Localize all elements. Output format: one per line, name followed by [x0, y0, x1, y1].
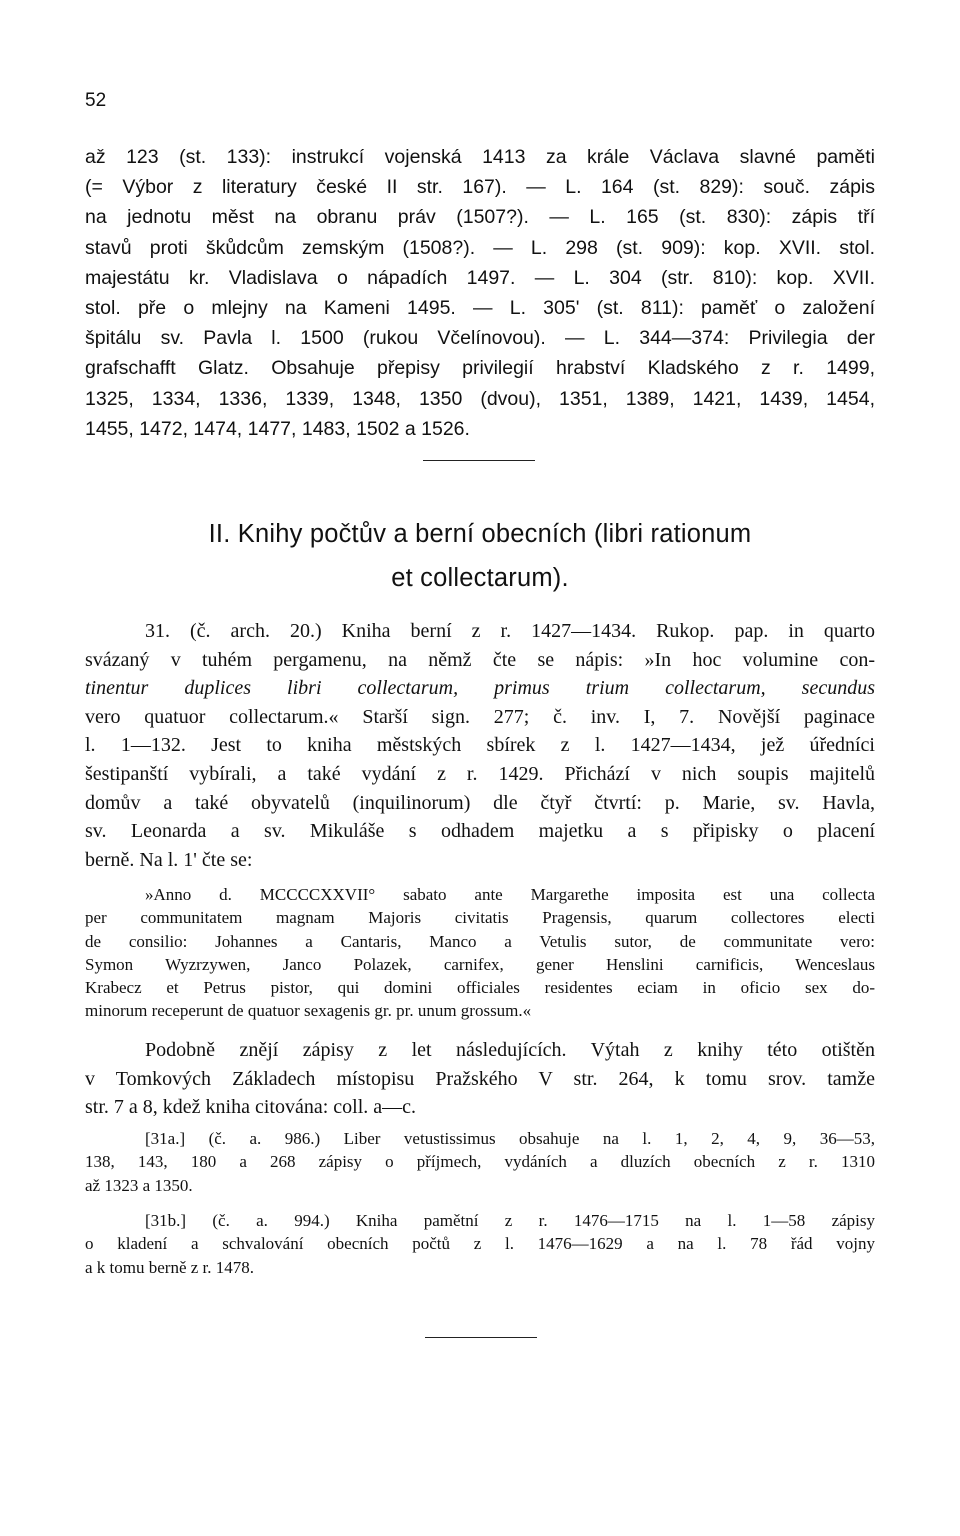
text-line: per communitatem magnam Majoris civitatis Pragensis, quarum collectores electi: [85, 908, 875, 928]
text-line: 138, 143, 180 a 268 zápisy o příjmech, vydáních a dluzích obecních z r. 1310: [85, 1152, 875, 1172]
text-line: v Tomkových Základech místopisu Pražského V str. 264, k tomu srov. tamže: [85, 1067, 875, 1090]
text-line: 1325, 1334, 1336, 1339, 1348, 1350 (dvou), 1351, 1389, 1421, 1439, 1454,: [85, 387, 875, 410]
entry-31a-paragraph: [85, 1127, 875, 1197]
text-line: šestipanští vybírali, a také vydání z r. 1429. Přichází v nich soupis majitelů: [85, 762, 875, 785]
text-line: [31a.] (č. a. 986.) Liber vetustissimus obsahuje na l. 1, 2, 4, 9, 36—53,: [145, 1129, 875, 1148]
text-line: [31b.] (č. a. 994.) Kniha pamětní z r. 1476—1715 na l. 1—58 zápisy: [145, 1211, 875, 1230]
text-line: Symon Wyzrzywen, Janco Polazek, carnifex, gener Henslini carnificis, Wenceslaus: [85, 954, 875, 974]
text-line: špitálu sv. Pavla l. 1500 (rukou Včelínovou). — L. 344—374: Privilegia der: [85, 327, 875, 350]
text-line: Krabecz et Petrus pistor, qui domini officiales residentes eciam in oficio sex do-: [85, 978, 875, 998]
text-line: de consilio: Johannes a Cantaris, Manco a Vetulis sutor, de communitate vero:: [85, 931, 875, 951]
text-line: l. 1—132. Jest to kniha městských sbírek z l. 1427—1434, jež úředníci: [85, 734, 875, 757]
section-heading: [85, 512, 875, 600]
text-line: až 1323 a 1350.: [85, 1175, 193, 1195]
text-line: str. 7 a 8, kdež kniha citována: coll. a—c.: [85, 1096, 417, 1119]
text-line: majestátu kr. Vladislava o nápadích 1497. — L. 304 (str. 810): kop. XVII.: [85, 266, 875, 289]
page-number: 52: [85, 90, 107, 111]
text-line: minorum receperunt de quatuor sexagenis gr. pr. unum grossum.«: [85, 1001, 532, 1021]
text-line: o kladení a schvalování obecních počtů z l. 1476—1629 a na l. 78 řád vojny: [85, 1234, 875, 1254]
text-line: tinentur duplices libri collectarum, primus trium collectarum, secundus: [85, 677, 875, 700]
follow-up-paragraph: [85, 1036, 875, 1122]
text-line: na jednotu měst na obranu práv (1507?). — L. 165 (st. 830): zápis tří: [85, 206, 875, 229]
entry-31b-paragraph: [85, 1209, 875, 1279]
section-divider: [423, 460, 535, 461]
text-line: berně. Na l. 1' čte se:: [85, 848, 253, 871]
entry-31-paragraph: [85, 617, 875, 874]
text-line: (= Výbor z literatury české II str. 167). — L. 164 (st. 829): souč. zápis: [85, 176, 875, 199]
section-heading-line: et collectarum).: [391, 564, 569, 592]
text-line: sv. Leonarda a sv. Mikuláše s odhadem majetku a s připisky o placení: [85, 820, 875, 843]
text-line: stol. pře o mlejny na Kameni 1495. — L. 305' (st. 811): paměť o založení: [85, 297, 875, 320]
text-line: a k tomu berně z r. 1478.: [85, 1257, 255, 1277]
text-line: 1455, 1472, 1474, 1477, 1483, 1502 a 1526.: [85, 417, 470, 440]
text-line: až 123 (st. 133): instrukcí vojenská 1413 za krále Václava slavné paměti: [85, 146, 875, 168]
latin-quotation: [85, 883, 875, 1023]
text-line: vero quatuor collectarum.« Starší sign. 277; č. inv. I, 7. Novější paginace: [85, 705, 875, 728]
section-divider: [425, 1337, 537, 1338]
text-line: stavů proti škůdcům zemským (1508?). — L. 298 (st. 909): kop. XVII. stol.: [85, 236, 875, 259]
text-line: svázaný v tuhém pergamenu, na němž čte se nápis: »In hoc volumine con-: [85, 648, 875, 671]
text-line: »Anno d. MCCCCXXVII° sabato ante Margarethe imposita est una collecta: [145, 885, 875, 904]
text-line: Podobně znějí zápisy z let následujících. Výtah z knihy této otištěn: [145, 1039, 875, 1061]
section-heading-line: II. Knihy počtův a berní obecních (libri rationum: [208, 520, 752, 548]
text-line: 31. (č. arch. 20.) Kniha berní z r. 1427—1434. Rukop. pap. in quarto: [145, 620, 875, 642]
text-line: grafschafft Glatz. Obsahuje přepisy privilegií hrabství Kladského z r. 1499,: [85, 357, 875, 380]
text-line: domův a také obyvatelů (inquilinorum) dle čtyř čtvrtí: p. Marie, sv. Havla,: [85, 791, 875, 814]
catalog-entry-paragraph: [85, 142, 875, 444]
